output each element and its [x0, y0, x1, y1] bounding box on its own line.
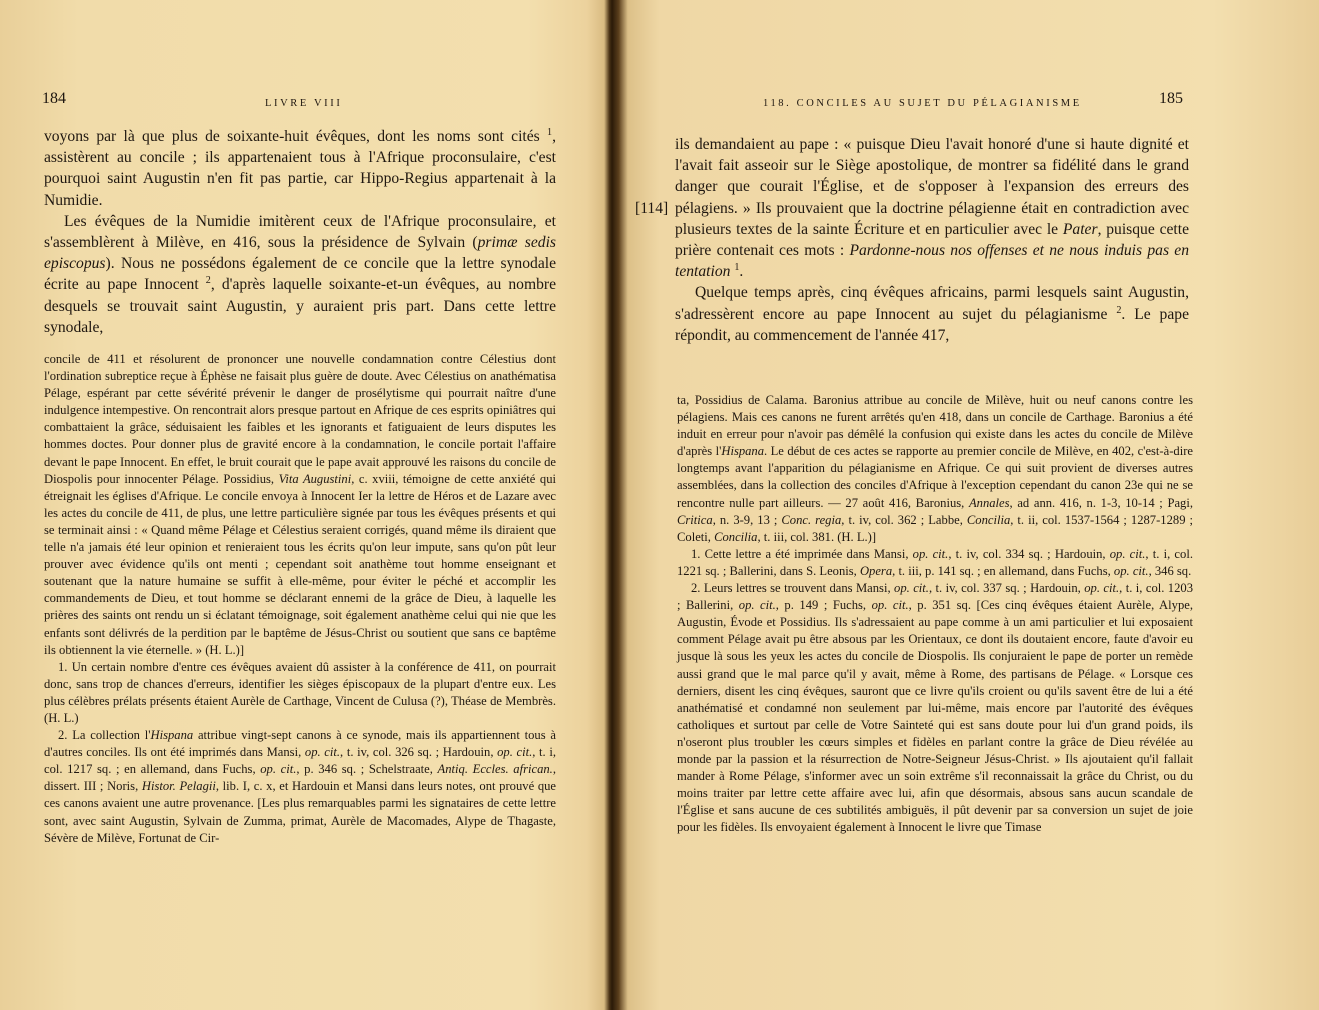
note-ref: 1: [734, 262, 740, 274]
text-run: ). Nous ne possédons également de ce concile que la lettre synodale écrite au pape Innocent: [44, 255, 556, 294]
note-ref: 2: [1116, 304, 1122, 316]
italic-text: Hispana: [721, 444, 765, 459]
text-run: , puisque cette prière contenait ces mots :: [675, 220, 1189, 260]
text-run: , t. i, col. 1203 ; Ballerini,: [677, 581, 1193, 613]
italic-text: Opera: [859, 563, 893, 578]
body-text: [675, 134, 1189, 346]
text-run: , t. i, col. 1221 sq. ; Ballerini, dans S. Leonis,: [677, 546, 1193, 578]
italic-text: op. cit.: [304, 745, 341, 760]
left-header: [0, 92, 609, 116]
italic-text: op. cit.: [1113, 563, 1149, 578]
right-page: [621, 0, 1319, 1010]
text-run: , lib. I, c. x, et Hardouin et Mansi dans leurs notes, ont prouvé que ces canons avaient une autre provenance. [Les plus remarquables parmi les signataires de cette lettre sont, avec saint Augustin, Sylvain de Zumma, primat, Aurèle de Macomades, Alype de Thagaste, Sévère de Milève, Fortunat de Cir-: [44, 779, 557, 845]
italic-text: op. cit.: [1084, 581, 1120, 596]
text-run: . Le pape répondit, au commencement de l'année 417,: [675, 305, 1189, 344]
text-run: Quelque temps après, cinq évêques africains, parmi lesquels saint Augustin, s'adressèrent encore au pape Innocent au sujet du pélagianisme: [675, 284, 1189, 323]
text-run: , t. iv, col. 337 sq. ; Hardouin,: [928, 581, 1085, 596]
text-run: , ad ann. 416, n. 1-3, 10-14 ; Pagi,: [1009, 495, 1193, 510]
paragraph: [677, 392, 1193, 546]
italic-text: Concilia: [714, 529, 758, 544]
italic-text: Vita Augustini: [278, 471, 352, 486]
text-run: , t. iv, col. 326 sq. ; Hardouin,: [340, 745, 498, 760]
footnotes: [44, 351, 556, 847]
text-run: 1. Un certain nombre d'entre ces évêques avaient dû assister à la conférence de 411, on pourrait donc, sans trop de chances d'erreurs, identifier les sièges épiscopaux de la plupart d'entre eux. Les plus célèbres prélats présents étaient Aurèle de Carthage, Vincent de Culusa (?), Théase de Membrès. (H. L.): [44, 659, 556, 725]
text-run: , p. 351 sq. [Ces cinq évêques étaient Aurèle, Alype, Augustin, Évode et Possidius. Ils s'adressaient au pape comme à un ami particulier et lui exposaient comment Pélage avait pu être absous par les Orientaux, ce dont ils doutaient encore, faute d'avoir eu jusque là sous les yeux les actes du concile de Diospolis. Ils conjuraient le pape de porter un remède aussi grand que le mal parce qu'il y avait, même à Rome, des partisans de Pélage. « Lorsque ces derniers, disent les cinq évêques, sauront que ce livre qu'ils croient ou qu'ils savent être de lui a été anathématisé et condamné non seulement par lui-même, mais encore par l'autorité des évêques catholiques et surtout par celle de Votre Sainteté qui est sans doute pour lui d'un grand poids, ils n'oseront plus troubler les cœurs simples et fidèles en parlant contre la grâce de Dieu révélée au monde par la passion et la résurrection de Notre-Seigneur Jésus-Christ. » Ils ajoutaient qu'il fallait mander à Rome Pélage, s'informer avec un soin extrême s'il reconnaissait la grâce du Christ, ou du moins traiter par lettre cette affaire avec lui, afin que désormais, absous sans aucun scandale de l'Église et sans aucune de ces subtilités ambiguës, il pût devenir par sa conversion un sujet de joie pour les fidèles. Ils envoyaient également à Innocent le livre que Timase: [677, 598, 1193, 835]
text-run: , c. xviii, témoigne de cette anxiété qui étreignait les églises d'Afrique. Le concile envoya à Innocent Ier la lettre de Héros et de Lazare avec les actes du concile de 411, de plus, une lettre particulière signée par tous les évêques présents et qui se terminait ainsi : « Quand même Pélage et Célestius seraient corrigés, quand même ils diraient que telle n'a jamais été leur opinion et renieraient tous les écrits qu'on leur impute, sans qu'on pût leur prouver avec évidence qu'ils ont menti ; cependant soit anathème tout homme enseignant et soutenant que la nature humaine se suffit à elle-même, pour éviter le péché et accomplir les commandements de Dieu, et tout homme se déclarant ennemi de la grâce de Dieu, à laquelle les prières des saints ont rendu un si éclatant témoignage, soit également anathème celui qui nie que les enfants sont délivrés de la perdition par le baptême de Jésus-Christ ou soutient que sans ce baptême ils obtiennent la vie éternelle. » (H. L.)]: [44, 471, 556, 657]
page-number: 185: [1159, 90, 1183, 107]
text-run: attribue vingt-sept canons à ce synode, mais ils appartiennent tous à d'autres conciles. Ils ont été imprimés dans Mansi,: [44, 728, 556, 760]
italic-text: Annales: [968, 495, 1010, 510]
italic-text: op. cit.: [497, 745, 533, 760]
page-number: 184: [42, 90, 66, 107]
text-run: , t. iv, col. 362 ; Labbe,: [841, 512, 967, 527]
italic-text: op. cit.: [894, 581, 929, 596]
paragraph: [44, 351, 556, 659]
italic-text: op. cit.: [260, 762, 297, 777]
text-run: , p. 346 sq. ; Schelstraate,: [296, 762, 438, 777]
italic-text: Pardonne-nous nos offenses et ne nous induis pas en tentation: [675, 242, 1189, 281]
text-run: , assistèrent au concile ; ils appartenaient tous à l'Afrique proconsulaire, c'est pourquoi saint Augustin n'en fit pas partie, car Hippo-Regius appartenait à la Numidie.: [44, 128, 556, 209]
text-run: voyons par là que plus de soixante-huit évêques, dont les noms sont cités: [44, 128, 548, 145]
text-run: , dissert. III ; Noris,: [44, 762, 556, 794]
footnotes: [677, 392, 1193, 836]
paragraph: [44, 659, 556, 727]
text-run: , t. iv, col. 334 sq. ; Hardouin,: [948, 546, 1110, 561]
italic-text: Critica: [677, 512, 713, 527]
italic-text: Pater: [1062, 220, 1098, 238]
right-header: [621, 92, 1319, 116]
italic-text: Hispana: [150, 728, 194, 743]
note-ref: 2: [205, 275, 211, 287]
paragraph: [677, 580, 1193, 836]
text-run: , t. ii, col. 1537-1564 ; 1287-1289 ; Coleti,: [677, 512, 1194, 544]
text-run: , t. iii, col. 381. (H. L.)]: [757, 529, 877, 544]
italic-text: op. cit.: [871, 598, 909, 613]
italic-text: Antiq. Eccles. african.: [437, 762, 553, 777]
text-run: 2. Leurs lettres se trouvent dans Mansi,: [691, 581, 895, 596]
paragraph: [44, 727, 556, 847]
paragraph: [675, 282, 1189, 346]
text-run: , t. i, col. 1217 sq. ; en allemand, dans Fuchs,: [44, 745, 557, 777]
text-run: , t. iii, p. 141 sq. ; en allemand, dans Fuchs,: [892, 563, 1114, 578]
italic-text: op. cit.: [912, 546, 949, 561]
text-run: .: [739, 263, 744, 281]
body-text: [44, 126, 556, 338]
text-run: concile de 411 et résolurent de prononcer une nouvelle condamnation contre Célestius dont l'ordination subreptice reçue à Éphèse ne faisait plus guère de doute. Avec Célestius on anathématisa Pélage, espérant par cette sévérité prévenir le danger de prosélytisme qui pourrait naître d'une indulgence intempestive. On rencontrait alors presque partout en Afrique de ces esprits opiniâtres qui combattaient la grâce, séduisaient les faibles et les ignorants et fatiguaient de leurs disputes les hommes doctes. Pour donner plus de gravité encore à la condamnation, le concile portait l'affaire devant le pape Innocent. En effet, le bruit courait que le pape avait approuvé les raisons du concile de Diospolis pour innocenter Pélage. Possidius,: [44, 352, 556, 486]
italic-text: op. cit.: [738, 598, 776, 613]
paragraph: [44, 211, 556, 338]
running-head: 118. CONCILES AU SUJET DU PÉLAGIANISME: [763, 98, 1082, 109]
paragraph: [44, 126, 556, 211]
margin-reference: [114]: [635, 200, 669, 217]
italic-text: primæ sedis episcopus: [44, 234, 556, 273]
paragraph: [675, 134, 1189, 282]
text-run: Les évêques de la Numidie imitèrent ceux de l'Afrique proconsulaire, et s'assemblèrent à Milève, en 416, sous la présidence de Sylvain (: [44, 212, 556, 252]
text-run: , n. 3-9, 13 ;: [712, 512, 782, 527]
text-run: , p. 149 ; Fuchs,: [775, 598, 872, 613]
text-run: , 346 sq.: [1148, 563, 1192, 578]
left-page: [0, 0, 609, 1010]
paragraph: [677, 546, 1193, 580]
italic-text: op. cit.: [1109, 546, 1146, 561]
text-run: . Le début de ces actes se rapporte au premier concile de Milève, en 402, c'est-à-dire longtemps avant l'apparition du pélagianisme en Afrique. Ce qui suit provient de diverses autres assemblées, dans la collection des conciles d'Afrique à l'exception cependant du canon 23e qui ne se rencontre nulle part ailleurs. — 27 août 416, Baronius,: [677, 444, 1193, 510]
italic-text: Conc. regia: [781, 512, 842, 527]
text-run: ils demandaient au pape : « puisque Dieu l'avait honoré d'une si haute dignité et l'avait fait asseoir sur le Siège apostolique, de montrer sa fidélité dans le grand danger que courait l'Église, et de s'opposer à l'expansion des erreurs des pélagiens. » Ils prouvaient que la doctrine pélagienne était en contradiction avec plusieurs textes de la sainte Écriture et en particulier avec le: [675, 136, 1189, 238]
italic-text: Histor. Pelagii: [141, 779, 216, 794]
running-head: LIVRE VIII: [265, 98, 343, 109]
italic-text: Concilia: [966, 512, 1011, 527]
note-ref: 1: [547, 126, 553, 138]
text-run: , d'après laquelle soixante-et-un évêques, au nombre desquels se trouvait saint Augustin, y auraient pris part. Dans cette lettre synodale,: [44, 276, 556, 336]
text-run: ta, Possidius de Calama. Baronius attribue au concile de Milève, huit ou neuf canons contre les pélagiens. Mais ces canons ne furent arrêtés qu'en 418, dans un concile de Carthage. Baronius a été induit en erreur pour n'avoir pas démêlé la confusion qui existe dans les actes du concile de Milève d'après l': [677, 393, 1193, 459]
text-run: 2. La collection l': [58, 728, 151, 743]
text-run: 1. Cette lettre a été imprimée dans Mansi,: [691, 546, 913, 561]
